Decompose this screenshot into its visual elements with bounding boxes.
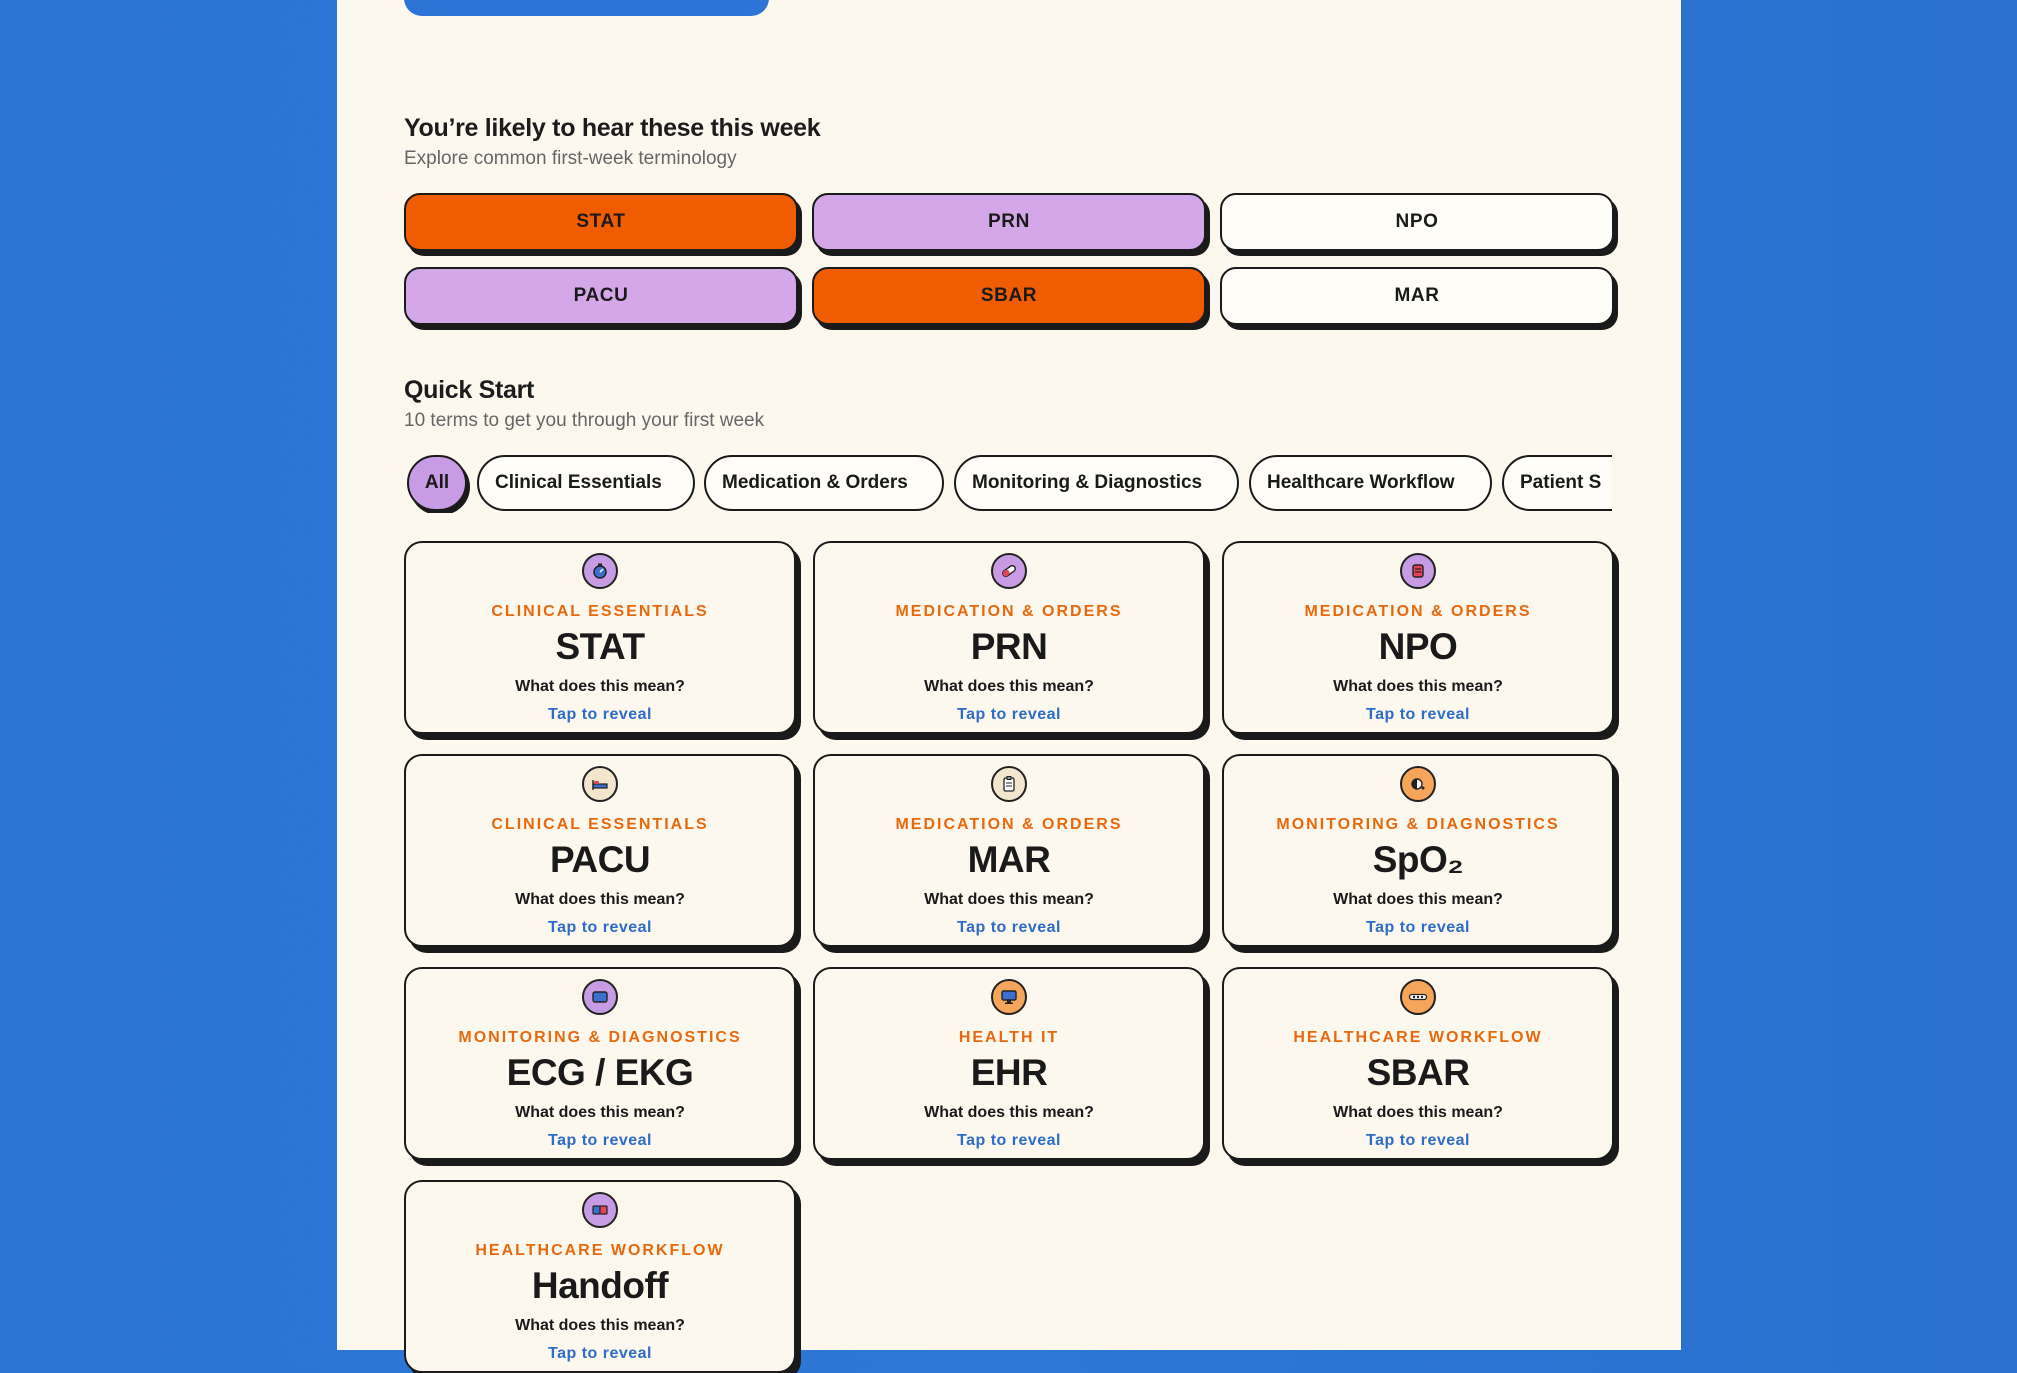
stopwatch-icon (582, 553, 618, 589)
card-term: ECG / EKG (506, 1052, 694, 1093)
card-question: What does this mean? (924, 891, 1094, 908)
card-category: HEALTHCARE WORKFLOW (1293, 1029, 1543, 1046)
card-question: What does this mean? (515, 678, 685, 695)
tap-to-reveal-link[interactable]: Tap to reveal (547, 1345, 652, 1362)
card-term: Handoff (531, 1265, 669, 1306)
quick-start-subtitle: 10 terms to get you through your first week (404, 410, 765, 431)
pill-icon (991, 553, 1027, 589)
card-question: What does this mean? (924, 1104, 1094, 1121)
card-category: MEDICATION & ORDERS (1304, 603, 1532, 620)
card-term: SBAR (1366, 1052, 1470, 1093)
card-category: MEDICATION & ORDERS (895, 603, 1123, 620)
oxygen-icon (1400, 766, 1436, 802)
card-category: HEALTHCARE WORKFLOW (475, 1242, 725, 1259)
filter-medication-orders[interactable]: Medication & Orders (704, 455, 944, 511)
tap-to-reveal-link[interactable]: Tap to reveal (1365, 1132, 1470, 1149)
bed-icon (582, 766, 618, 802)
tap-to-reveal-link[interactable]: Tap to reveal (547, 706, 652, 723)
no-food-icon (1400, 553, 1436, 589)
filter-healthcare-workflow[interactable]: Healthcare Workflow (1249, 455, 1492, 511)
card-category: CLINICAL ESSENTIALS (491, 603, 709, 620)
term-card-npo[interactable] (1222, 541, 1614, 734)
card-category: MONITORING & DIAGNOSTICS (1276, 816, 1560, 833)
main-panel (337, 0, 1681, 1362)
filter-all[interactable]: All (407, 455, 467, 511)
term-card-spo2[interactable] (1222, 754, 1614, 947)
card-term: EHR (970, 1052, 1048, 1093)
card-question: What does this mean? (924, 678, 1094, 695)
term-card-mar[interactable] (813, 754, 1205, 947)
quick-term-sbar[interactable]: SBAR (812, 267, 1206, 325)
tap-to-reveal-link[interactable]: Tap to reveal (956, 706, 1061, 723)
chain-icon (1400, 979, 1436, 1015)
card-question: What does this mean? (1333, 678, 1503, 695)
card-category: MONITORING & DIAGNOSTICS (458, 1029, 742, 1046)
computer-icon (991, 979, 1027, 1015)
term-card-ecg-ekg[interactable] (404, 967, 796, 1160)
quick-term-prn[interactable]: PRN (812, 193, 1206, 251)
card-question: What does this mean? (515, 1317, 685, 1334)
term-card-stat[interactable] (404, 541, 796, 734)
likely-title: You’re likely to hear these this week (404, 114, 821, 142)
card-question: What does this mean? (1333, 1104, 1503, 1121)
handoff-icon (582, 1192, 618, 1228)
card-question: What does this mean? (515, 891, 685, 908)
tap-to-reveal-link[interactable]: Tap to reveal (1365, 706, 1470, 723)
filter-patient-safety[interactable]: Patient S (1502, 455, 1612, 511)
filter-monitoring-diagnostics[interactable]: Monitoring & Diagnostics (954, 455, 1239, 511)
card-category: CLINICAL ESSENTIALS (491, 816, 709, 833)
tap-to-reveal-link[interactable]: Tap to reveal (956, 1132, 1061, 1149)
filter-clinical-essentials[interactable]: Clinical Essentials (477, 455, 695, 511)
card-question: What does this mean? (1333, 891, 1503, 908)
card-category: MEDICATION & ORDERS (895, 816, 1123, 833)
quick-term-npo[interactable]: NPO (1220, 193, 1614, 251)
quick-term-stat[interactable]: STAT (404, 193, 798, 251)
tap-to-reveal-link[interactable]: Tap to reveal (956, 919, 1061, 936)
tap-to-reveal-link[interactable]: Tap to reveal (1365, 919, 1470, 936)
card-term: SpO₂ (1372, 839, 1464, 880)
term-card-ehr[interactable] (813, 967, 1205, 1160)
tap-to-reveal-link[interactable]: Tap to reveal (547, 919, 652, 936)
quick-start-title: Quick Start (404, 376, 535, 404)
card-term: PRN (970, 626, 1048, 667)
monitor-icon (582, 979, 618, 1015)
quick-term-mar[interactable]: MAR (1220, 267, 1614, 325)
card-question: What does this mean? (515, 1104, 685, 1121)
card-term: STAT (555, 626, 645, 667)
term-card-handoff[interactable] (404, 1180, 796, 1373)
card-term: NPO (1378, 626, 1458, 667)
term-card-prn[interactable] (813, 541, 1205, 734)
term-card-pacu[interactable] (404, 754, 796, 947)
primary-button[interactable] (404, 0, 769, 16)
card-category: HEALTH IT (958, 1029, 1060, 1046)
term-card-sbar[interactable] (1222, 967, 1614, 1160)
category-filter-bar (404, 455, 1612, 513)
card-term: PACU (549, 839, 651, 880)
likely-subtitle: Explore common first-week terminology (404, 148, 737, 169)
card-term: MAR (967, 839, 1051, 880)
quick-term-pacu[interactable]: PACU (404, 267, 798, 325)
clipboard-icon (991, 766, 1027, 802)
tap-to-reveal-link[interactable]: Tap to reveal (547, 1132, 652, 1149)
